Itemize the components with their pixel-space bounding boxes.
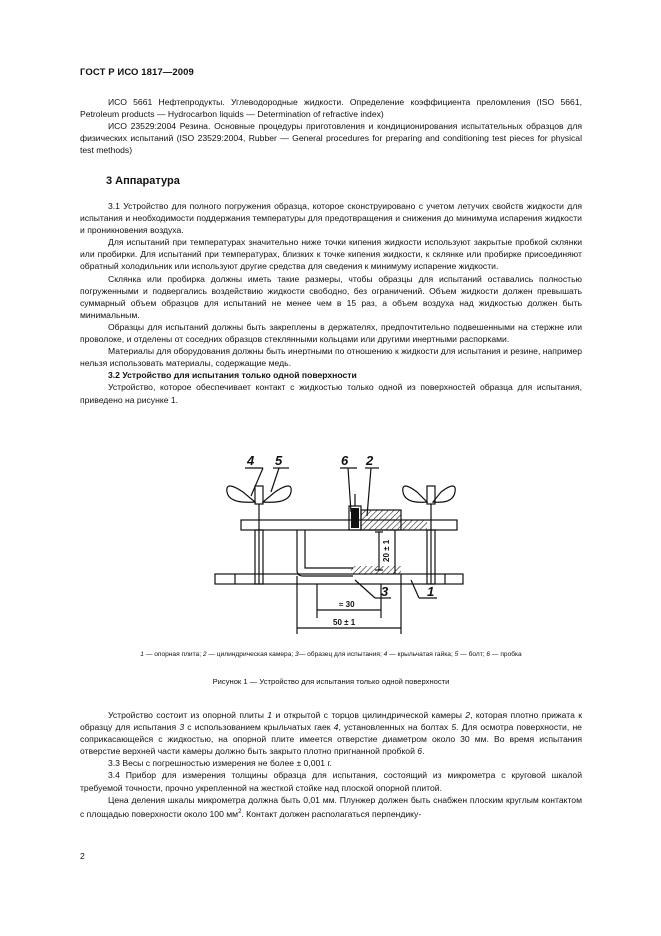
paragraph-3-3: 3.3 Весы с погрешностью измерения не более ± 0,001 г. <box>108 758 332 769</box>
paragraph: Образцы для испытаний должны быть закреплены в держателях, предпочтительно подвешенными на стержне или проволоке, и отделены от соседних образцов стеклянными кольцами или другими инертными распорками. <box>80 321 582 345</box>
figure-legend <box>80 651 582 658</box>
subsection-3-2-title: 3.2 Устройство для испытания только одной поверхности <box>108 370 357 381</box>
paragraph-3-4: 3.4 Прибор для измерения толщины образца для испытания, состоящий из микрометра с круговой шкалой требуемой точности, прочно укрепленной на жесткой стойке над плоской опорной плитой. <box>80 770 582 793</box>
legend-text: — образец для испытания; <box>298 651 384 658</box>
paragraph-3-1: 3.1 Устройство для полного погружения образца, которое сконструировано с учетом летучих свойств жидкости для испытания и необходимости поддержания температуры для предотвращения и снижения до минимума испарения жидкости и проникновения воздуха. <box>80 201 582 236</box>
legend-number: 4 <box>383 651 388 658</box>
legend-number: 6 <box>486 651 491 658</box>
legend-number: 1 <box>140 651 144 658</box>
legend-number: 3 <box>295 651 299 658</box>
paragraph-device-description: Устройство состоит из опорной плиты 1 и открытой с торцов цилиндрической камеры 2, которая плотно прижата к образцу для испытания 3 с использованием крыльчатых гаек 4, установленных на болтах 5. Для осмотра поверхности, не соприкасающейся с жидкостью, на опорной плите имеется отверстие диаметром около 30 мм. Во время испытания отверстие верхней части камеры должно быть закрыто плотно пригнанной пробкой 6. <box>80 710 582 757</box>
legend-number: 5 <box>454 651 459 658</box>
paragraph-3-2: Устройство, которое обеспечивает контакт с жидкостью только одной из поверхностей образца для испытания, приведено на рисунке 1. <box>80 382 582 405</box>
figure-caption: Рисунок 1 — Устройство для испытания только одной поверхности <box>212 677 450 686</box>
reference-iso-23529: ИСО 23529:2004 Резина. Основные процедуры приготовления и кондиционирования испытательных образцов для физических испытаний (ISO 23529:2004, Rubber — General procedures for preparing and conditioning test pieces for physical test methods) <box>80 121 582 156</box>
normative-references <box>80 96 582 156</box>
callout-label: 4 <box>247 453 255 468</box>
paragraph: Материалы для оборудования должны быть инертными по отношению к жидкости для испытания и резине, например нельзя использовать материалы, содержащие медь. <box>80 346 582 369</box>
document-header: ГОСТ Р ИСО 1817—2009 <box>80 67 194 78</box>
callout-label: 2 <box>366 453 374 468</box>
section-title: 3 Аппаратура <box>106 175 180 187</box>
callout-label: 6 <box>341 453 349 468</box>
callout-label: 1 <box>427 584 435 599</box>
reference-iso-5661: ИСО 5661 Нефтепродукты. Углеводородные жидкости. Определение коэффициента преломления (ISO 5661, Petroleum products — Hydrocarbon liquids — Determination of refractive index) <box>80 97 582 120</box>
paragraph: Цена деления шкалы микрометра должна быть 0,01 мм. Плунжер должен быть снабжен плоским круглым контактом с площадью поверхности около 100 $мм^2$. Контакт должен располагаться перпендику- <box>80 794 582 819</box>
paragraph: Для испытаний при температурах значительно ниже точки кипения жидкости используют закрытые пробкой склянки или пробирки. Для испытаний при температурах, близких к точке кипения жидкости, к склянке или пробирке присоединяют обратный холодильник или используют другие средства для сведения к минимуму испарение жидкости. <box>80 237 582 272</box>
figure-1-drawing <box>205 450 465 635</box>
callout-label: 5 <box>275 453 283 468</box>
dimension-width: 50 ± 1 <box>333 618 356 627</box>
legend-text: — крыльчатая гайка; <box>387 651 455 658</box>
paragraph: Склянка или пробирка должны иметь такие размеры, чтобы образцы для испытаний оставались полностью погруженными и подвергались воздействию жидкости свободно, без ограничений. Объем жидкости должен превышать суммарный объем образцов для испытаний не менее чем в 15 раз, а объем воздуха над жидкостью должен быть минимальным. <box>80 273 582 320</box>
legend-text: — цилиндрическая камера; <box>206 651 296 658</box>
dimension-hole: ≈ 30 <box>339 600 355 609</box>
callout-label: 3 <box>381 584 389 599</box>
legend-text: — опорная плита; <box>143 651 203 658</box>
legend-text: — болт; <box>458 651 487 658</box>
dimension-height: 20 ± 1 <box>382 539 391 562</box>
section-3-body <box>80 200 582 406</box>
legend-number: 2 <box>202 651 207 658</box>
legend-text: — пробка <box>490 651 522 658</box>
page-number: 2 <box>80 851 85 861</box>
after-figure-body <box>80 709 582 820</box>
